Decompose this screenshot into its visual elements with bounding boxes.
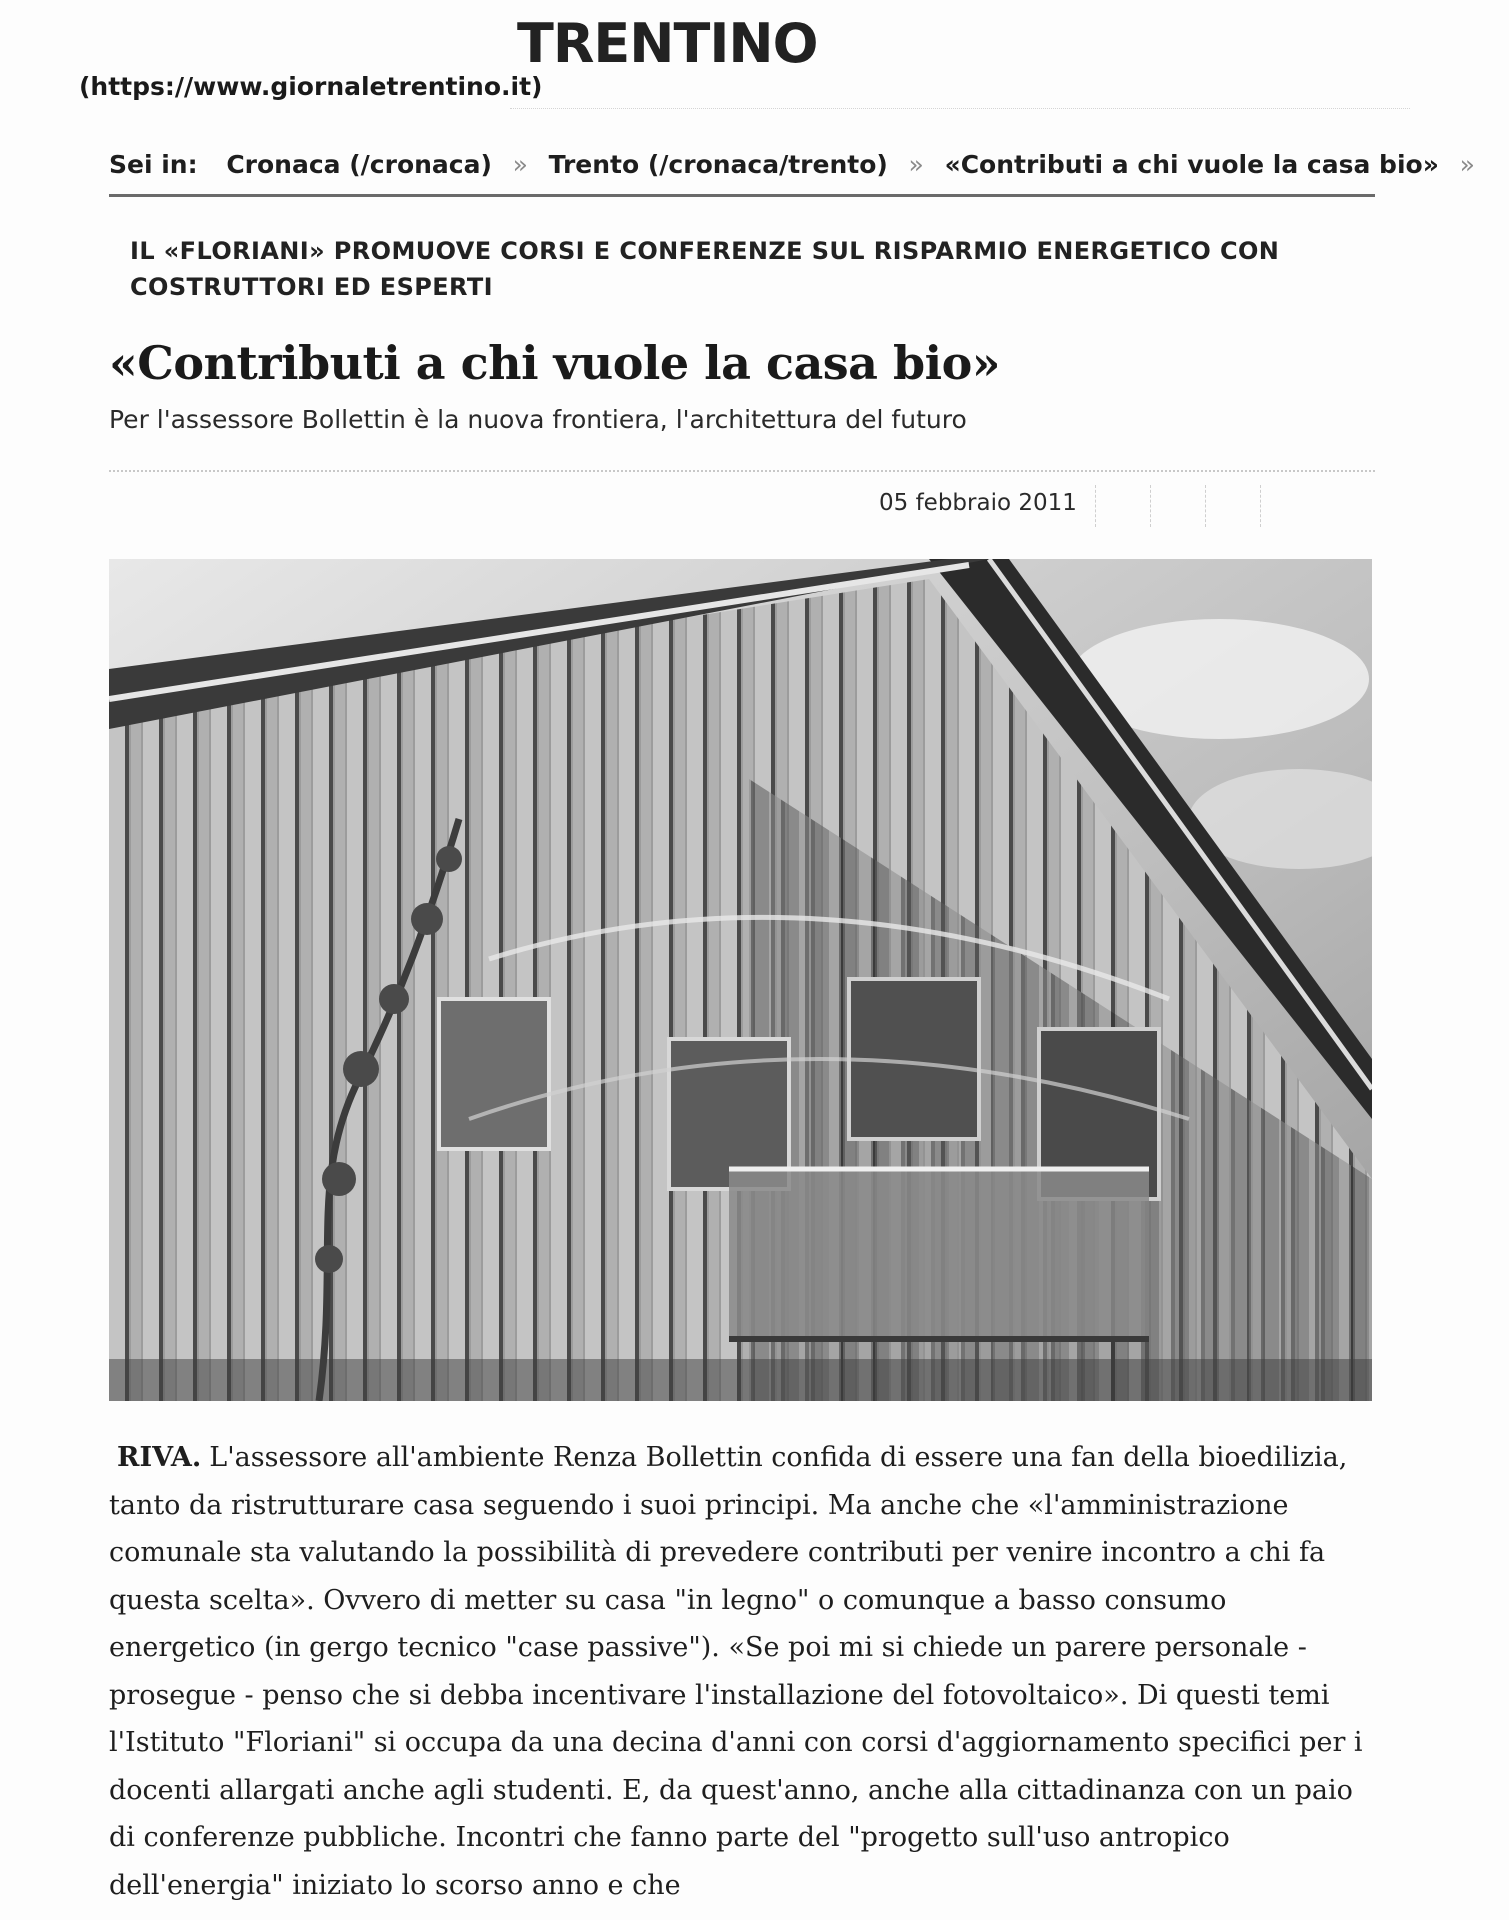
- wooden-house-photo: [109, 559, 1372, 1401]
- article-dateline: RIVA.: [117, 1442, 202, 1473]
- breadcrumb-separator: »: [1459, 150, 1475, 179]
- site-brand[interactable]: TRENTINO: [517, 12, 818, 75]
- breadcrumb: [109, 150, 1487, 179]
- breadcrumb-separator: »: [512, 150, 528, 179]
- share-divider: [1260, 485, 1262, 527]
- site-url: (https://www.giornaletrentino.it): [79, 72, 543, 101]
- article-subtitle: Per l'assessore Bollettin è la nuova frontiera, l'architettura del futuro: [109, 405, 967, 434]
- share-divider: [1150, 485, 1152, 527]
- breadcrumb-item-cronaca[interactable]: Cronaca (/cronaca): [226, 150, 492, 179]
- breadcrumb-lead: Sei in:: [109, 150, 198, 179]
- breadcrumb-item-article[interactable]: «Contributi a chi vuole la casa bio»: [944, 150, 1439, 179]
- header-divider: [510, 108, 1410, 109]
- meta-divider: [109, 470, 1375, 472]
- share-divider: [1205, 485, 1207, 527]
- article-headline: «Contributi a chi vuole la casa bio»: [109, 336, 1001, 390]
- article-photo[interactable]: [109, 559, 1372, 1401]
- article-body: [109, 1434, 1369, 1909]
- article-body-text: L'assessore all'ambiente Renza Bollettin confida di essere una fan della bioedilizia, tanto da ristrutturare casa seguendo i suoi principi. Ma anche che «l'amministrazione comunale sta valutando la possibilità di prevedere contributi per venire incontro a chi fa questa scelta». Ovvero di metter su casa "in legno" o comunque a basso consumo energetico (in gergo tecnico "case passive"). «Se poi mi si chiede un parere personale - prosegue - penso che si debba incentivare l'installazione del fotovoltaico». Di questi temi l'Istituto "Floriani" si occupa da una decina d'anni con corsi d'aggiornamento specifici per i docenti allargati anche agli studenti. E, da quest'anno, anche alla cittadinanza con un paio di conferenze pubbliche. Incontri che fanno parte del "progetto sull'uso antropico dell'energia" iniziato lo scorso anno e che: [109, 1442, 1363, 1901]
- share-placeholder: [1095, 485, 1295, 527]
- breadcrumb-rule: [109, 194, 1375, 197]
- breadcrumb-separator: »: [908, 150, 924, 179]
- article-kicker: IL «FLORIANI» PROMUOVE CORSI E CONFERENZE SUL RISPARMIO ENERGETICO CON COSTRUTTORI ED ESPERTI: [130, 237, 1280, 301]
- article-paragraph: [109, 1434, 1369, 1909]
- article-date: 05 febbraio 2011: [879, 490, 1077, 516]
- share-divider: [1095, 485, 1097, 527]
- breadcrumb-item-trento[interactable]: Trento (/cronaca/trento): [548, 150, 888, 179]
